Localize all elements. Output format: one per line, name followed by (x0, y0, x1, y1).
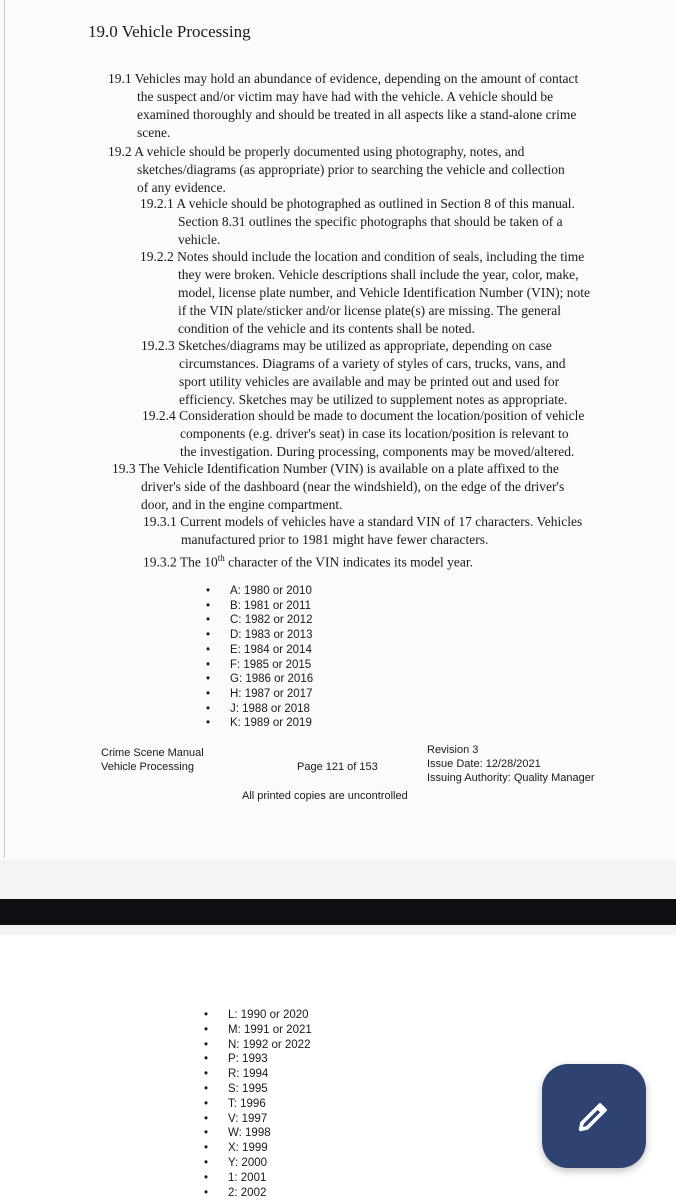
screenshot-divider (0, 899, 676, 925)
text-line: Section 8.31 outlines the specific photographs that should be taken of a (178, 214, 563, 229)
text-line: 19.1 Vehicles may hold an abundance of evidence, depending on the amount of contact (108, 71, 579, 86)
list-item: • A: 1980 or 2010 (230, 584, 313, 599)
text-line: sketches/diagrams (as appropriate) prior to searching the vehicle and collection (137, 162, 565, 177)
text-line: model, license plate number, and Vehicle Identification Number (VIN); note (178, 285, 590, 300)
text-line: examined thoroughly and should be treated in all aspects like a stand-alone crime (137, 107, 577, 122)
text-line: scene. (137, 125, 171, 140)
text-line: door, and in the engine compartment. (141, 497, 343, 512)
text-line: if the VIN plate/sticker and/or license plate(s) are missing. The general (178, 303, 561, 318)
list-item: • 2: 2002 (228, 1186, 312, 1200)
footer-page-number: Page 121 of 153 (297, 761, 378, 773)
footer-notice: All printed copies are uncontrolled (242, 790, 408, 802)
text-line: the suspect and/or victim may have had with the vehicle. A vehicle should be (137, 89, 554, 104)
list-item: • S: 1995 (228, 1082, 312, 1097)
text-line: character of the VIN indicates its model year. (224, 554, 474, 570)
footer-chapter: Vehicle Processing (101, 761, 194, 773)
footer-issue-date: Issue Date: 12/28/2021 (427, 758, 541, 770)
text-line: 19.3.1 Current models of vehicles have a standard VIN of 17 characters. Vehicles (143, 514, 583, 529)
list-item: • V: 1997 (228, 1112, 312, 1127)
text-line: condition of the vehicle and its contents shall be noted. (178, 321, 475, 336)
paragraph-19-1 (108, 70, 578, 142)
list-item: • X: 1999 (228, 1141, 312, 1156)
text-line: components (e.g. driver's seat) in case its location/position is relevant to (180, 426, 569, 441)
paragraph-19-2-2 (140, 248, 590, 338)
footer-authority: Issuing Authority: Quality Manager (427, 772, 595, 784)
list-item: • H: 1987 or 2017 (230, 687, 313, 702)
edit-button[interactable] (542, 1064, 646, 1168)
text-line: they were broken. Vehicle descriptions shall include the year, color, make, (178, 267, 579, 282)
list-item: • F: 1985 or 2015 (230, 658, 313, 673)
text-line: 19.2.3 Sketches/diagrams may be utilized as appropriate, depending on case (141, 338, 552, 353)
text-line: 19.3.2 The 10 (143, 554, 218, 570)
text-line: driver's side of the dashboard (near the windshield), on the edge of the driver's (141, 479, 565, 494)
list-item: • B: 1981 or 2011 (230, 599, 313, 614)
list-item: • T: 1996 (228, 1097, 312, 1112)
paragraph-19-2 (108, 143, 565, 197)
vin-year-list-page2 (228, 1008, 312, 1200)
pencil-icon (574, 1096, 614, 1136)
vin-year-list-page1 (230, 584, 313, 731)
list-item: • E: 1984 or 2014 (230, 643, 313, 658)
text-line: efficiency. Sketches may be utilized to supplement notes as appropriate. (179, 392, 568, 407)
list-item: • W: 1998 (228, 1126, 312, 1141)
text-line: circumstances. Diagrams of a variety of styles of cars, trucks, vans, and (179, 356, 566, 371)
text-line: sport utility vehicles are available and may be printed out and used for (179, 374, 560, 389)
paragraph-19-2-4 (142, 407, 584, 461)
list-item: • P: 1993 (228, 1052, 312, 1067)
paragraph-19-3 (112, 460, 564, 514)
paragraph-19-3-1 (143, 513, 582, 549)
text-line: manufactured prior to 1981 might have fewer characters. (181, 532, 489, 547)
list-item: • D: 1983 or 2013 (230, 628, 313, 643)
paragraph-19-3-2 (143, 549, 473, 572)
text-line: 19.2.4 Consideration should be made to document the location/position of vehicle (142, 408, 585, 423)
list-item: • R: 1994 (228, 1067, 312, 1082)
paragraph-19-2-3 (141, 337, 567, 409)
footer-left (101, 746, 204, 774)
page-gap (0, 860, 676, 900)
text-line: 19.2.2 Notes should include the location and condition of seals, including the time (140, 249, 585, 264)
footer-right (427, 743, 595, 785)
list-item: • C: 1982 or 2012 (230, 613, 313, 628)
text-line: 19.3 The Vehicle Identification Number (VIN) is available on a plate affixed to the (112, 461, 559, 476)
footer-manual: Crime Scene Manual (101, 747, 204, 759)
section-title: 19.0 Vehicle Processing (88, 22, 251, 41)
text-line: vehicle. (178, 232, 221, 247)
superscript: th (217, 553, 225, 563)
page-2-header-strip (0, 925, 676, 935)
list-item: • M: 1991 or 2021 (228, 1023, 312, 1038)
list-item: • J: 1988 or 2018 (230, 702, 313, 717)
list-item: • L: 1990 or 2020 (228, 1008, 312, 1023)
list-item: • Y: 2000 (228, 1156, 312, 1171)
text-line: 19.2.1 A vehicle should be photographed as outlined in Section 8 of this manual. (140, 196, 575, 211)
text-line: the investigation. During processing, components may be moved/altered. (180, 444, 575, 459)
paragraph-19-2-1 (140, 195, 575, 249)
text-line: 19.2 A vehicle should be properly documented using photography, notes, and (108, 144, 525, 159)
list-item: • N: 1992 or 2022 (228, 1038, 312, 1053)
page-edge (4, 0, 5, 858)
footer-revision: Revision 3 (427, 744, 479, 756)
text-line: of any evidence. (137, 180, 226, 195)
list-item: • K: 1989 or 2019 (230, 716, 313, 731)
list-item: • G: 1986 or 2016 (230, 672, 313, 687)
list-item: • 1: 2001 (228, 1171, 312, 1186)
